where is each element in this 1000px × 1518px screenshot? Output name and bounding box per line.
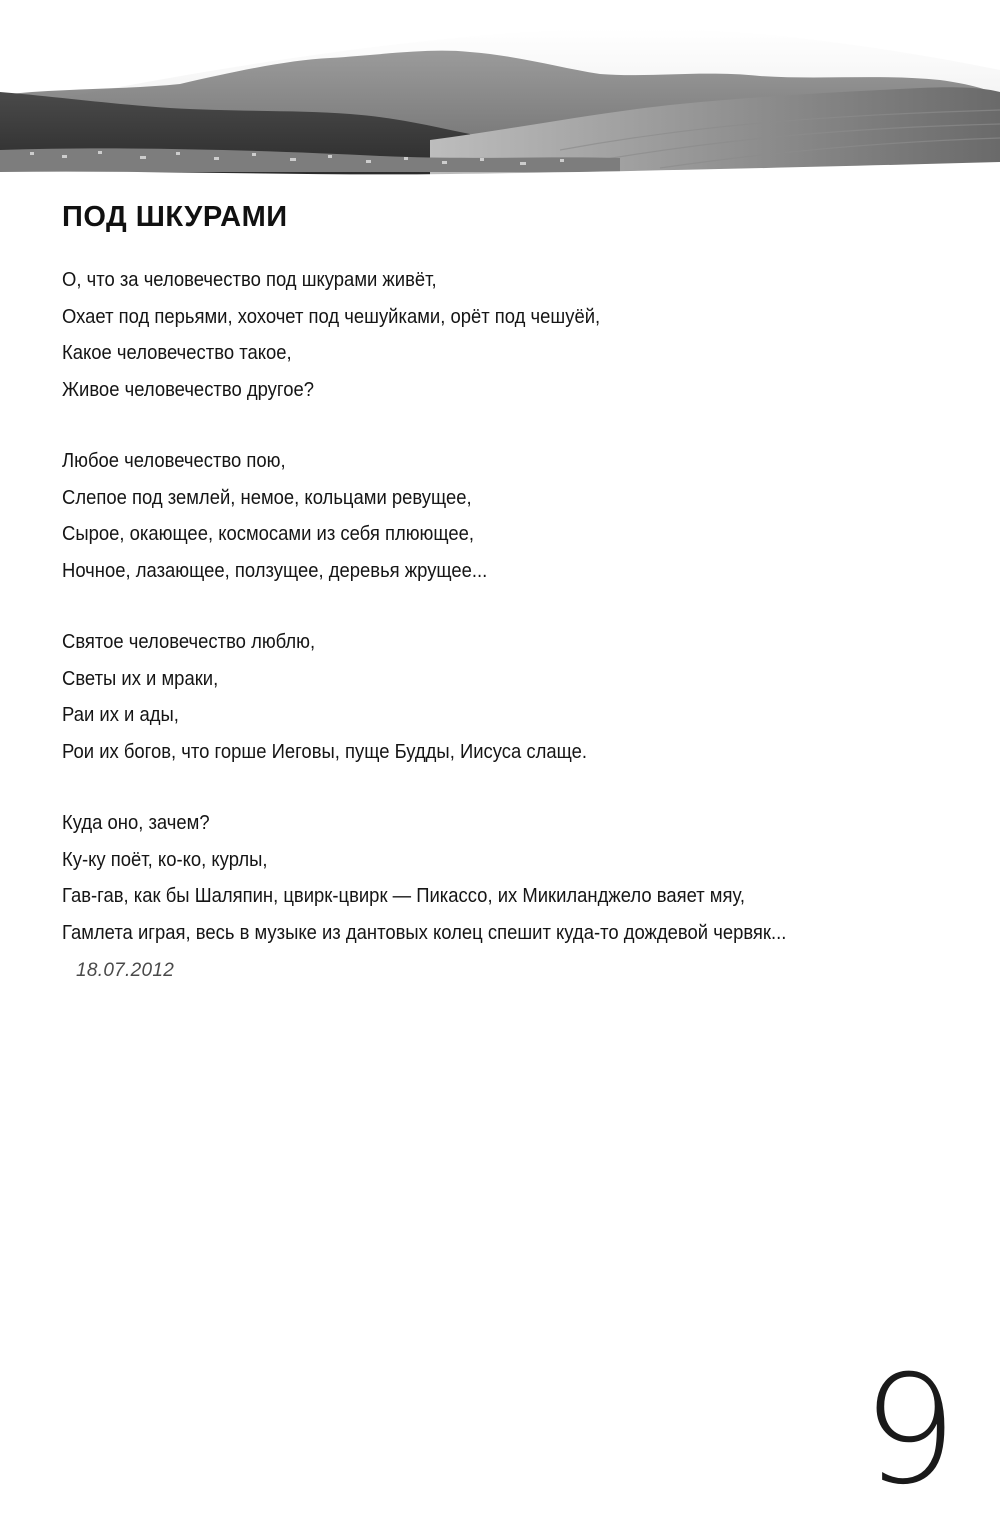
poem-title: ПОД ШКУРАМИ: [62, 201, 288, 233]
poem-line: Слепое под землей, немое, кольцами ревущее,: [62, 485, 472, 509]
poem-line: Ку-ку поёт, ко-ко, курлы,: [62, 847, 268, 871]
stanza: [62, 262, 982, 408]
poem-line: Живое человечество другое?: [62, 377, 315, 401]
poem-date: 18.07.2012: [76, 960, 175, 981]
poem-line: Куда оно, зачем?: [62, 811, 210, 834]
page-number: 9: [862, 1344, 958, 1518]
poem-line: Любое человечество пою,: [62, 449, 286, 472]
poem-line: Светы их и мраки,: [62, 666, 219, 690]
poem-line: Гамлета играя, весь в музыке из дантовых колец спешит куда-то дождевой червяк...: [62, 920, 787, 944]
landscape-illustration: [0, 0, 1000, 180]
poem-body: [62, 262, 982, 986]
poem-line: Охает под перьями, хохочет под чешуйками, орёт под чешуёй,: [62, 304, 601, 328]
poem-line: Гав-гав, как бы Шаляпин, цвирк-цвирк — Пикассо, их Микиланджело ваяет мяу,: [62, 884, 745, 907]
poem-line: О, что за человечество под шкурами живёт,: [62, 268, 437, 291]
stanza: [62, 805, 982, 951]
stanza: [62, 624, 982, 770]
poem-line: Какое человечество такое,: [62, 341, 292, 364]
stanza: [62, 443, 982, 589]
poem-line: Рои их богов, что горше Иеговы, пуще Будды, Иисуса слаще.: [62, 739, 587, 763]
poem-line: Ночное, лазающее, ползущее, деревья жрущее...: [62, 558, 488, 582]
poem-line: Святое человечество люблю,: [62, 630, 316, 653]
poem-line: Раи их и ады,: [62, 703, 179, 726]
poem-line: Сырое, окающее, космосами из себя плюющее,: [62, 522, 475, 545]
